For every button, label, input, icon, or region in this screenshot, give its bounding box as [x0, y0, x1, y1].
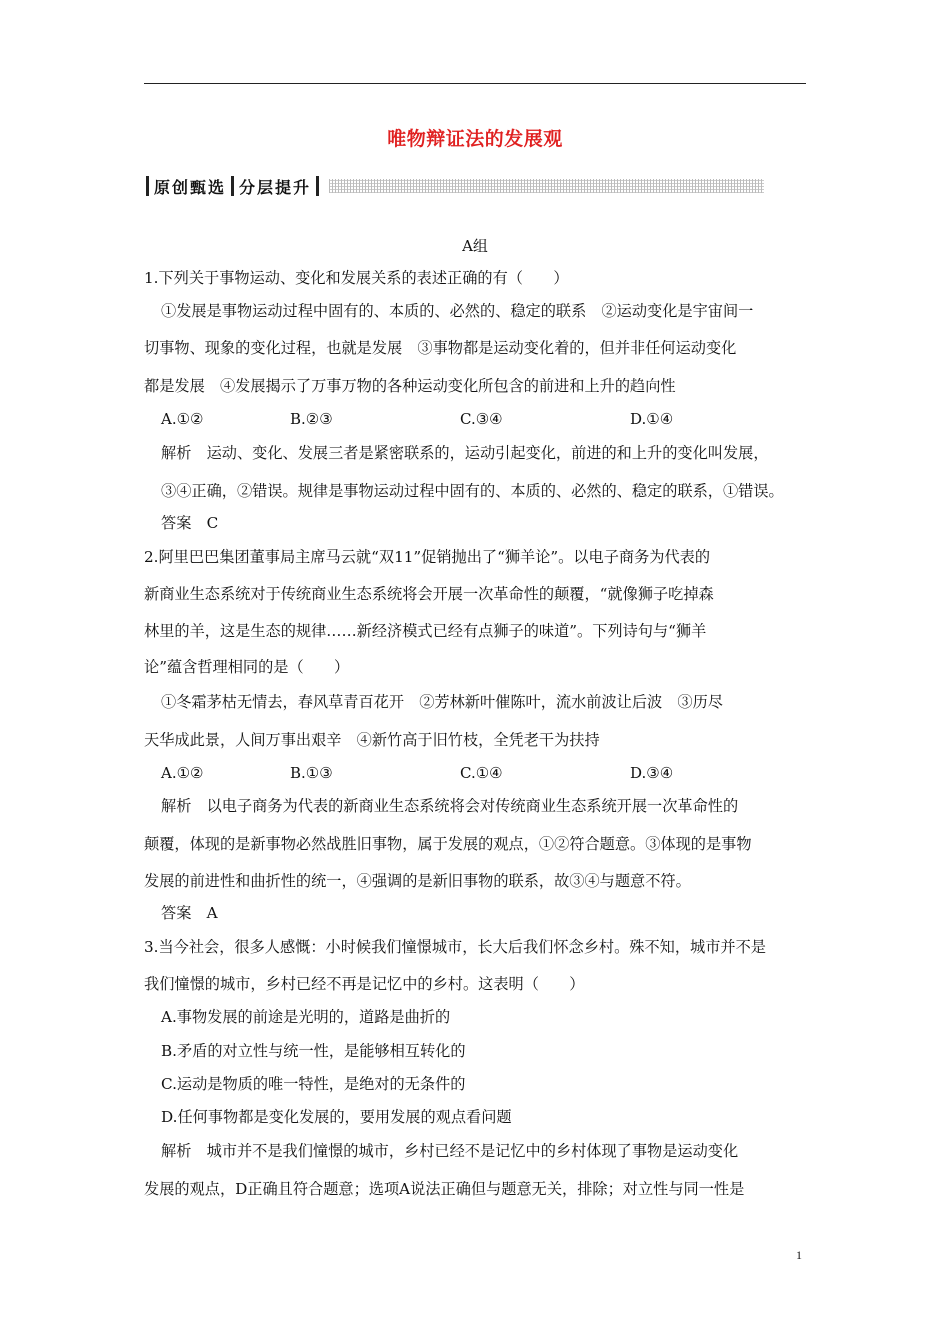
section-banner [144, 175, 764, 197]
question-3-choice-c: C.运动是物质的唯一特性，是绝对的无条件的 [161, 1075, 466, 1093]
question-1-option-b: B.②③ [290, 410, 333, 428]
question-2-option-a: A.①② [161, 764, 204, 782]
question-2-stem: 新商业生态系统对于传统商业生态系统将会开展一次革命性的颠覆，“就像狮子吃掉森 [144, 585, 714, 603]
question-1-statement: 都是发展 ④发展揭示了万事万物的各种运动变化所包含的前进和上升的趋向性 [144, 377, 676, 395]
question-3-stem: 我们憧憬的城市，乡村已经不再是记忆中的乡村。这表明（ ） [144, 975, 585, 993]
question-2-option-d: D.③④ [630, 764, 674, 782]
question-1-statement: ①发展是事物运动过程中固有的、本质的、必然的、稳定的联系 ②运动变化是宇宙间一 [161, 302, 754, 320]
question-3-choice-a: A.事物发展的前途是光明的，道路是曲折的 [161, 1008, 451, 1026]
question-2-analysis: 发展的前进性和曲折性的统一，④强调的是新旧事物的联系，故③④与题意不符。 [144, 872, 691, 890]
group-label: A组 [462, 237, 488, 255]
question-2-answer: 答案 A [161, 904, 218, 922]
question-1-option-c: C.③④ [460, 410, 503, 428]
question-1-option-d: D.①④ [630, 410, 674, 428]
banner-divider [231, 176, 234, 196]
question-3-analysis: 发展的观点，D正确且符合题意；选项A说法正确但与题意无关，排除；对立性与同一性是 [144, 1180, 745, 1198]
question-1-stem: 1.下列关于事物运动、变化和发展关系的表述正确的有（ ） [144, 269, 569, 287]
banner-label-original: 原创甄选 [154, 177, 227, 197]
question-1-statement: 切事物、现象的变化过程，也就是发展 ③事物都是运动变化着的，但并非任何运动变化 [144, 339, 737, 357]
banner-divider [146, 176, 149, 196]
banner-divider [316, 176, 319, 196]
question-2-stem: 2.阿里巴巴集团董事局主席马云就“双11”促销抛出了“狮羊论”。以电子商务为代表的 [144, 548, 711, 566]
question-2-statement: ①冬霜茅枯无情去，春风草青百花开 ②芳林新叶催陈叶，流水前波让后波 ③历尽 [161, 693, 723, 711]
page-title: 唯物辩证法的发展观 [387, 128, 563, 150]
question-1-analysis: 解析 运动、变化、发展三者是紧密联系的，运动引起变化，前进的和上升的变化叫发展， [161, 444, 769, 462]
question-1-option-a: A.①② [161, 410, 204, 428]
question-1-answer: 答案 C [161, 514, 219, 532]
question-2-analysis: 解析 以电子商务为代表的新商业生态系统将会对传统商业生态系统开展一次革命性的 [161, 797, 739, 815]
question-2-analysis: 颠覆，体现的是新事物必然战胜旧事物，属于发展的观点，①②符合题意。③体现的是事物 [144, 835, 752, 853]
question-2-stem: 林里的羊，这是生态的规律……新经济模式已经有点狮子的味道”。下列诗句与“狮羊 [144, 622, 707, 640]
header-rule [144, 83, 806, 84]
question-3-analysis: 解析 城市并不是我们憧憬的城市，乡村已经不是记忆中的乡村体现了事物是运动变化 [161, 1142, 739, 1160]
question-3-choice-d: D.任何事物都是变化发展的，要用发展的观点看问题 [161, 1108, 512, 1126]
question-2-stem: 论”蕴含哲理相同的是（ ） [144, 658, 350, 676]
page-number: 1 [796, 1248, 802, 1262]
question-1-analysis: ③④正确，②错误。规律是事物运动过程中固有的、本质的、必然的、稳定的联系，①错误。 [161, 482, 784, 500]
banner-label-levels: 分层提升 [239, 177, 312, 197]
question-2-option-b: B.①③ [290, 764, 333, 782]
question-3-choice-b: B.矛盾的对立性与统一性，是能够相互转化的 [161, 1042, 466, 1060]
question-2-statement: 天华成此景，人间万事出艰辛 ④新竹高于旧竹枝，全凭老干为扶持 [144, 731, 600, 749]
question-3-stem: 3.当今社会，很多人感慨：小时候我们憧憬城市，长大后我们怀念乡村。殊不知，城市并不是 [144, 938, 766, 956]
banner-pattern [329, 179, 764, 193]
question-2-option-c: C.①④ [460, 764, 503, 782]
